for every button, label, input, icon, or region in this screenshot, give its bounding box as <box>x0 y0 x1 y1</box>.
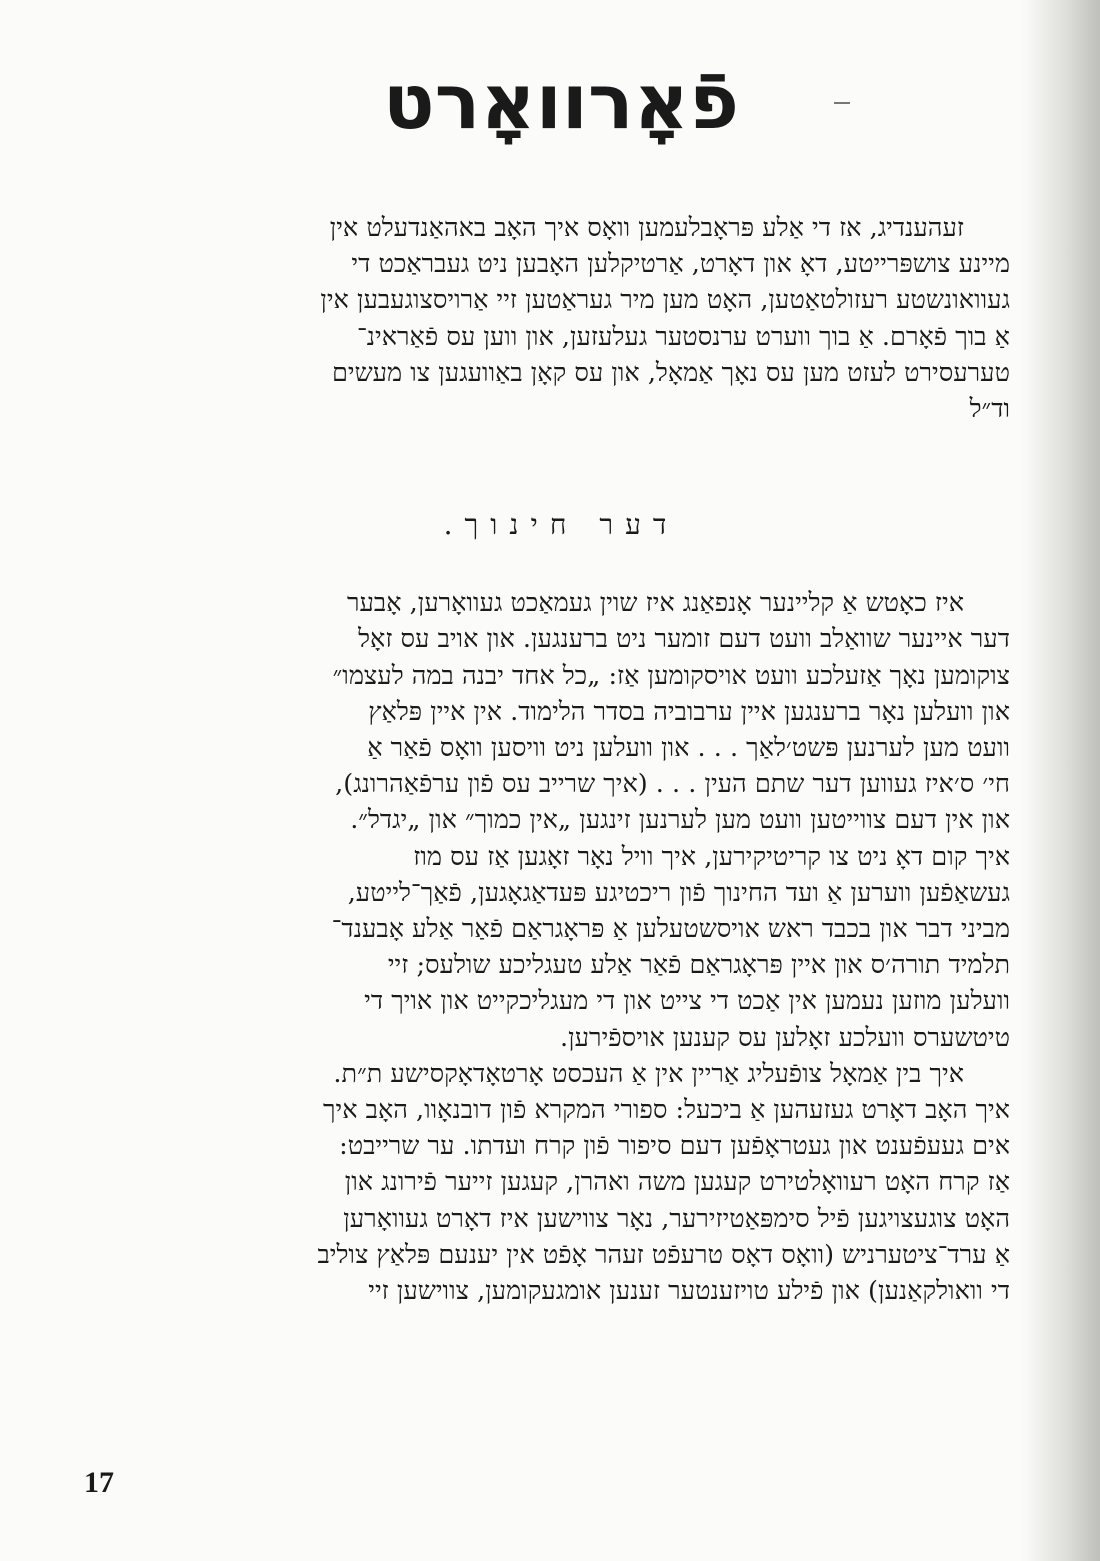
chinuch-paragraph-2 <box>112 1056 1010 1309</box>
text-line: איך בין אַמאָל צופֿעליג אַריין אין אַ העכסט אָרטאָדאָקסישע ת״ת. <box>333 1058 964 1089</box>
text-line: מיינע צושפּרייטע, דאָ און דאָרט, אַרטיקלען האָבען ניט געבראַכט די <box>351 249 1010 280</box>
text-line: אַ ערד־ציטערניש (וואָס דאָס טרעפֿט זעהר אָפֿט אין יענעם פּלאַץ צוליב <box>317 1239 1010 1270</box>
text-line: געשאַפֿען ווערען אַ ועד החינוך פֿון ריכטיגע פּעדאַגאָגען, פֿאַך־לייטע, <box>347 877 1010 908</box>
page-gutter-shadow <box>1022 0 1100 1561</box>
page-title: פֿאָרוואָרט <box>383 57 739 146</box>
text-line: און וועלען נאָר ברענגען איין ערבוביה בסדר הלימוד. אין איין פּלאַץ <box>368 696 1010 727</box>
text-line: און אין דעם צווייטען וועט מען לערנען זינגען „אין כמוך״ און „יגדל״. <box>350 805 1010 836</box>
text-line: איך האָב דאָרט געזעהען אַ ביכעל: ספורי המקרא פֿון דובנאָוו, האָב איך <box>323 1095 1010 1126</box>
text-line: די וואולקאַנען) און פֿילע טויזענטער זענען אומגעקומען, צווישען זיי <box>368 1276 1010 1307</box>
text-line: וועט מען לערנען פּשט׳לאַך . . . און וועלען ניט וויסען וואָס פֿאַר אַ <box>367 733 1010 764</box>
text-line: טערעסירט לעזט מען עס נאָך אַמאָל, און עס קאָן באַוועגען צו מעשים <box>331 357 1010 388</box>
text-line: אים געעפֿענט און געטראָפֿען דעם סיפור פֿון קרח ועדתו. ער שרייבט: <box>339 1131 1010 1162</box>
text-line: אַז קרח האָט רעוואָלטירט קעגען משה ואהרן, קעגען זייער פֿירונג און <box>344 1167 1010 1198</box>
text-line: תלמיד תורה׳ס און איין פּראָגראַם פֿאַר אַלע טעגליכע שולעס; זיי <box>387 950 1010 981</box>
text-line: דער איינער שוואַלב וועט דעם זומער ניט ברענגען. און אויב עס זאָל <box>358 624 1010 655</box>
text-line: האָט צוגעצויגען פֿיל סימפּאַטיזירער, נאָר צווישען איז דאָרט געוואָרען <box>343 1203 1010 1234</box>
text-line: איז כאָטש אַ קליינער אָנפאַנג איז שוין געמאַכט געוואָרען, אָבער <box>346 588 964 619</box>
chinuch-paragraph-1 <box>112 585 1010 1056</box>
page-number: 17 <box>84 1466 114 1499</box>
text-line: געוואונשטע רעזולטאַטען, האָט מען מיר געראַטען זיי אַרויסצוגעבען אין <box>320 285 1010 316</box>
text-line: טיטשערס וועלכע זאָלען עס קענען אויספֿירען. <box>560 1022 1010 1053</box>
text-line: מביני דבר און בכבד ראש אויסשטעלען אַ פּראָגראַם פֿאַר אַלע אָבענד־ <box>331 914 1010 945</box>
text-line: זעהענדיג, אז די אַלע פּראָבלעמען וואָס איך האָב באהאַנדעלט אין <box>329 213 964 243</box>
foreword-paragraph <box>112 210 1010 427</box>
text-line: צוקומען נאָך אַזעלכע וועט אויסקומען אַז: „כל אחד יבנה במה לעצמו״ <box>332 660 1010 691</box>
document-page <box>112 52 1010 1309</box>
section-heading: דער חינוך. <box>443 508 679 542</box>
text-line: אַ בוך פֿאָרם. אַ בוך ווערט ערנסטער געלעזען, און ווען עס פֿאַראינ־ <box>356 321 1010 352</box>
text-line: איך קום דאָ ניט צו קריטיקירען, איך וויל נאָר זאָגען אַז עס מוז <box>413 841 1010 872</box>
text-line: וועלען מוזען נעמען אין אַכט די צייט און די מעגליכקייט און אויך די <box>364 986 1010 1017</box>
text-line: וד״ל <box>969 394 1010 425</box>
text-line: חי׳ ס׳איז געווען דער שתם העין . . . (איך שרייב עס פֿון ערפֿאַהרונג), <box>335 769 1010 800</box>
